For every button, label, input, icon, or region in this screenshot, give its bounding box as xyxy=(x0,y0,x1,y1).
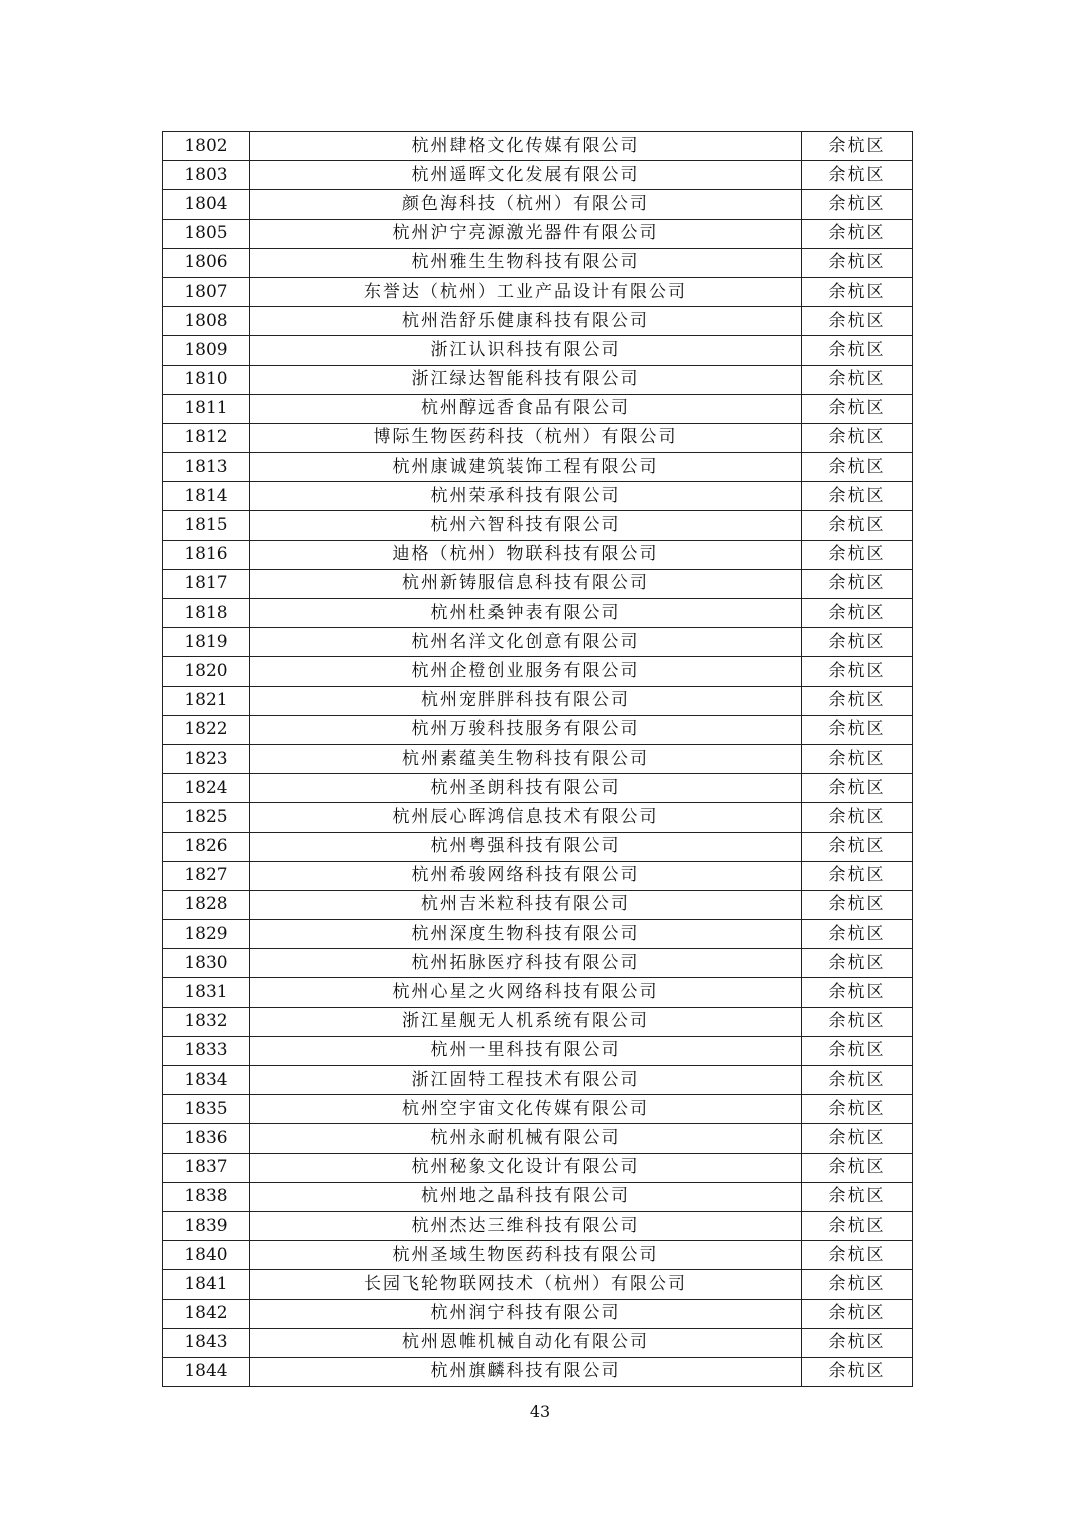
row-number-cell: 1803 xyxy=(163,161,250,190)
district-cell: 余杭区 xyxy=(802,803,913,832)
district-cell: 余杭区 xyxy=(802,423,913,452)
row-number-cell: 1812 xyxy=(163,423,250,452)
company-name-cell: 杭州康诚建筑装饰工程有限公司 xyxy=(250,453,802,482)
table-row xyxy=(163,511,913,540)
district-cell: 余杭区 xyxy=(802,686,913,715)
row-number-cell: 1816 xyxy=(163,540,250,569)
district-cell: 余杭区 xyxy=(802,1036,913,1065)
district-cell: 余杭区 xyxy=(802,248,913,277)
company-name-cell: 博际生物医药科技（杭州）有限公司 xyxy=(250,423,802,452)
company-name-cell: 杭州粤强科技有限公司 xyxy=(250,832,802,861)
table-row xyxy=(163,861,913,890)
row-number-cell: 1802 xyxy=(163,132,250,161)
company-name-cell: 杭州吉米粒科技有限公司 xyxy=(250,890,802,919)
company-name-cell: 杭州肆格文化传媒有限公司 xyxy=(250,132,802,161)
district-cell: 余杭区 xyxy=(802,890,913,919)
company-name-cell: 杭州圣域生物医药科技有限公司 xyxy=(250,1241,802,1270)
district-cell: 余杭区 xyxy=(802,1241,913,1270)
district-cell: 余杭区 xyxy=(802,540,913,569)
row-number-cell: 1820 xyxy=(163,657,250,686)
row-number-cell: 1823 xyxy=(163,744,250,773)
district-cell: 余杭区 xyxy=(802,949,913,978)
district-cell: 余杭区 xyxy=(802,482,913,511)
row-number-cell: 1832 xyxy=(163,1007,250,1036)
row-number-cell: 1804 xyxy=(163,190,250,219)
company-name-cell: 杭州深度生物科技有限公司 xyxy=(250,920,802,949)
row-number-cell: 1814 xyxy=(163,482,250,511)
row-number-cell: 1811 xyxy=(163,394,250,423)
row-number-cell: 1835 xyxy=(163,1095,250,1124)
table-row xyxy=(163,132,913,161)
company-name-cell: 杭州杰达三维科技有限公司 xyxy=(250,1211,802,1240)
table-row xyxy=(163,336,913,365)
company-name-cell: 杭州心星之火网络科技有限公司 xyxy=(250,978,802,1007)
table-row xyxy=(163,219,913,248)
row-number-cell: 1808 xyxy=(163,307,250,336)
district-cell: 余杭区 xyxy=(802,628,913,657)
table-row xyxy=(163,1036,913,1065)
district-cell: 余杭区 xyxy=(802,744,913,773)
table-row xyxy=(163,1007,913,1036)
table-row xyxy=(163,423,913,452)
company-name-cell: 浙江绿达智能科技有限公司 xyxy=(250,365,802,394)
company-name-cell: 杭州旗麟科技有限公司 xyxy=(250,1357,802,1386)
company-name-cell: 杭州宠胖胖科技有限公司 xyxy=(250,686,802,715)
company-name-cell: 杭州一里科技有限公司 xyxy=(250,1036,802,1065)
table-row xyxy=(163,1241,913,1270)
table-row xyxy=(163,1066,913,1095)
table-row xyxy=(163,1211,913,1240)
district-cell: 余杭区 xyxy=(802,190,913,219)
row-number-cell: 1837 xyxy=(163,1153,250,1182)
row-number-cell: 1818 xyxy=(163,599,250,628)
company-name-cell: 杭州希骏网络科技有限公司 xyxy=(250,861,802,890)
table-row xyxy=(163,657,913,686)
row-number-cell: 1809 xyxy=(163,336,250,365)
district-cell: 余杭区 xyxy=(802,1328,913,1357)
company-name-cell: 杭州雅生生物科技有限公司 xyxy=(250,248,802,277)
row-number-cell: 1839 xyxy=(163,1211,250,1240)
row-number-cell: 1806 xyxy=(163,248,250,277)
table-row xyxy=(163,394,913,423)
table-row xyxy=(163,949,913,978)
table-row xyxy=(163,803,913,832)
row-number-cell: 1821 xyxy=(163,686,250,715)
company-name-cell: 杭州六智科技有限公司 xyxy=(250,511,802,540)
company-name-cell: 浙江固特工程技术有限公司 xyxy=(250,1066,802,1095)
table-row xyxy=(163,774,913,803)
district-cell: 余杭区 xyxy=(802,365,913,394)
table-row xyxy=(163,1153,913,1182)
company-name-cell: 杭州恩帷机械自动化有限公司 xyxy=(250,1328,802,1357)
row-number-cell: 1833 xyxy=(163,1036,250,1065)
district-cell: 余杭区 xyxy=(802,569,913,598)
district-cell: 余杭区 xyxy=(802,861,913,890)
company-name-cell: 杭州杜桑钟表有限公司 xyxy=(250,599,802,628)
table-row xyxy=(163,715,913,744)
table-row xyxy=(163,599,913,628)
table-row xyxy=(163,307,913,336)
table-row xyxy=(163,540,913,569)
district-cell: 余杭区 xyxy=(802,1153,913,1182)
row-number-cell: 1828 xyxy=(163,890,250,919)
page-number: 43 xyxy=(529,1402,551,1421)
row-number-cell: 1830 xyxy=(163,949,250,978)
table-row xyxy=(163,161,913,190)
company-name-cell: 杭州名洋文化创意有限公司 xyxy=(250,628,802,657)
district-cell: 余杭区 xyxy=(802,920,913,949)
district-cell: 余杭区 xyxy=(802,336,913,365)
company-name-cell: 杭州遥晖文化发展有限公司 xyxy=(250,161,802,190)
company-list-body xyxy=(163,132,913,1387)
district-cell: 余杭区 xyxy=(802,132,913,161)
district-cell: 余杭区 xyxy=(802,161,913,190)
table-row xyxy=(163,569,913,598)
row-number-cell: 1822 xyxy=(163,715,250,744)
company-name-cell: 杭州地之晶科技有限公司 xyxy=(250,1182,802,1211)
row-number-cell: 1843 xyxy=(163,1328,250,1357)
table-row xyxy=(163,365,913,394)
district-cell: 余杭区 xyxy=(802,1066,913,1095)
row-number-cell: 1844 xyxy=(163,1357,250,1386)
row-number-cell: 1817 xyxy=(163,569,250,598)
district-cell: 余杭区 xyxy=(802,1270,913,1299)
table-row xyxy=(163,1299,913,1328)
row-number-cell: 1825 xyxy=(163,803,250,832)
row-number-cell: 1827 xyxy=(163,861,250,890)
table-row xyxy=(163,1095,913,1124)
district-cell: 余杭区 xyxy=(802,394,913,423)
company-list-table xyxy=(162,131,913,1387)
row-number-cell: 1831 xyxy=(163,978,250,1007)
district-cell: 余杭区 xyxy=(802,307,913,336)
company-name-cell: 长园飞轮物联网技术（杭州）有限公司 xyxy=(250,1270,802,1299)
company-name-cell: 杭州空宇宙文化传媒有限公司 xyxy=(250,1095,802,1124)
row-number-cell: 1838 xyxy=(163,1182,250,1211)
company-name-cell: 东誉达（杭州）工业产品设计有限公司 xyxy=(250,277,802,306)
row-number-cell: 1842 xyxy=(163,1299,250,1328)
table-row xyxy=(163,890,913,919)
company-name-cell: 杭州圣朗科技有限公司 xyxy=(250,774,802,803)
table-row xyxy=(163,482,913,511)
company-name-cell: 杭州润宁科技有限公司 xyxy=(250,1299,802,1328)
table-row xyxy=(163,1357,913,1386)
row-number-cell: 1826 xyxy=(163,832,250,861)
table-row xyxy=(163,686,913,715)
table-row xyxy=(163,832,913,861)
company-name-cell: 浙江星舰无人机系统有限公司 xyxy=(250,1007,802,1036)
district-cell: 余杭区 xyxy=(802,219,913,248)
table-row xyxy=(163,920,913,949)
row-number-cell: 1819 xyxy=(163,628,250,657)
company-name-cell: 杭州辰心晖鸿信息技术有限公司 xyxy=(250,803,802,832)
company-name-cell: 杭州万骏科技服务有限公司 xyxy=(250,715,802,744)
company-name-cell: 杭州浩舒乐健康科技有限公司 xyxy=(250,307,802,336)
table-row xyxy=(163,1124,913,1153)
district-cell: 余杭区 xyxy=(802,715,913,744)
company-name-cell: 杭州沪宁亮源激光器件有限公司 xyxy=(250,219,802,248)
company-name-cell: 杭州秘象文化设计有限公司 xyxy=(250,1153,802,1182)
district-cell: 余杭区 xyxy=(802,1182,913,1211)
district-cell: 余杭区 xyxy=(802,277,913,306)
district-cell: 余杭区 xyxy=(802,1124,913,1153)
row-number-cell: 1807 xyxy=(163,277,250,306)
row-number-cell: 1834 xyxy=(163,1066,250,1095)
row-number-cell: 1813 xyxy=(163,453,250,482)
table-row xyxy=(163,1328,913,1357)
company-name-cell: 杭州醇远香食品有限公司 xyxy=(250,394,802,423)
table-row xyxy=(163,1182,913,1211)
district-cell: 余杭区 xyxy=(802,978,913,1007)
company-name-cell: 杭州永耐机械有限公司 xyxy=(250,1124,802,1153)
row-number-cell: 1840 xyxy=(163,1241,250,1270)
row-number-cell: 1824 xyxy=(163,774,250,803)
district-cell: 余杭区 xyxy=(802,1007,913,1036)
table-row xyxy=(163,453,913,482)
row-number-cell: 1836 xyxy=(163,1124,250,1153)
row-number-cell: 1841 xyxy=(163,1270,250,1299)
company-name-cell: 杭州素蕴美生物科技有限公司 xyxy=(250,744,802,773)
district-cell: 余杭区 xyxy=(802,599,913,628)
district-cell: 余杭区 xyxy=(802,453,913,482)
company-name-cell: 杭州荣承科技有限公司 xyxy=(250,482,802,511)
district-cell: 余杭区 xyxy=(802,1211,913,1240)
company-name-cell: 颜色海科技（杭州）有限公司 xyxy=(250,190,802,219)
district-cell: 余杭区 xyxy=(802,1095,913,1124)
table-row xyxy=(163,1270,913,1299)
table-row xyxy=(163,744,913,773)
table-row xyxy=(163,277,913,306)
district-cell: 余杭区 xyxy=(802,657,913,686)
row-number-cell: 1815 xyxy=(163,511,250,540)
company-name-cell: 杭州拓脉医疗科技有限公司 xyxy=(250,949,802,978)
district-cell: 余杭区 xyxy=(802,774,913,803)
table-row xyxy=(163,628,913,657)
table-row xyxy=(163,190,913,219)
table-row xyxy=(163,978,913,1007)
row-number-cell: 1829 xyxy=(163,920,250,949)
company-name-cell: 杭州企橙创业服务有限公司 xyxy=(250,657,802,686)
row-number-cell: 1805 xyxy=(163,219,250,248)
district-cell: 余杭区 xyxy=(802,511,913,540)
district-cell: 余杭区 xyxy=(802,1357,913,1386)
district-cell: 余杭区 xyxy=(802,1299,913,1328)
company-name-cell: 浙江认识科技有限公司 xyxy=(250,336,802,365)
company-name-cell: 迪格（杭州）物联科技有限公司 xyxy=(250,540,802,569)
district-cell: 余杭区 xyxy=(802,832,913,861)
company-name-cell: 杭州新铸服信息科技有限公司 xyxy=(250,569,802,598)
row-number-cell: 1810 xyxy=(163,365,250,394)
table-row xyxy=(163,248,913,277)
